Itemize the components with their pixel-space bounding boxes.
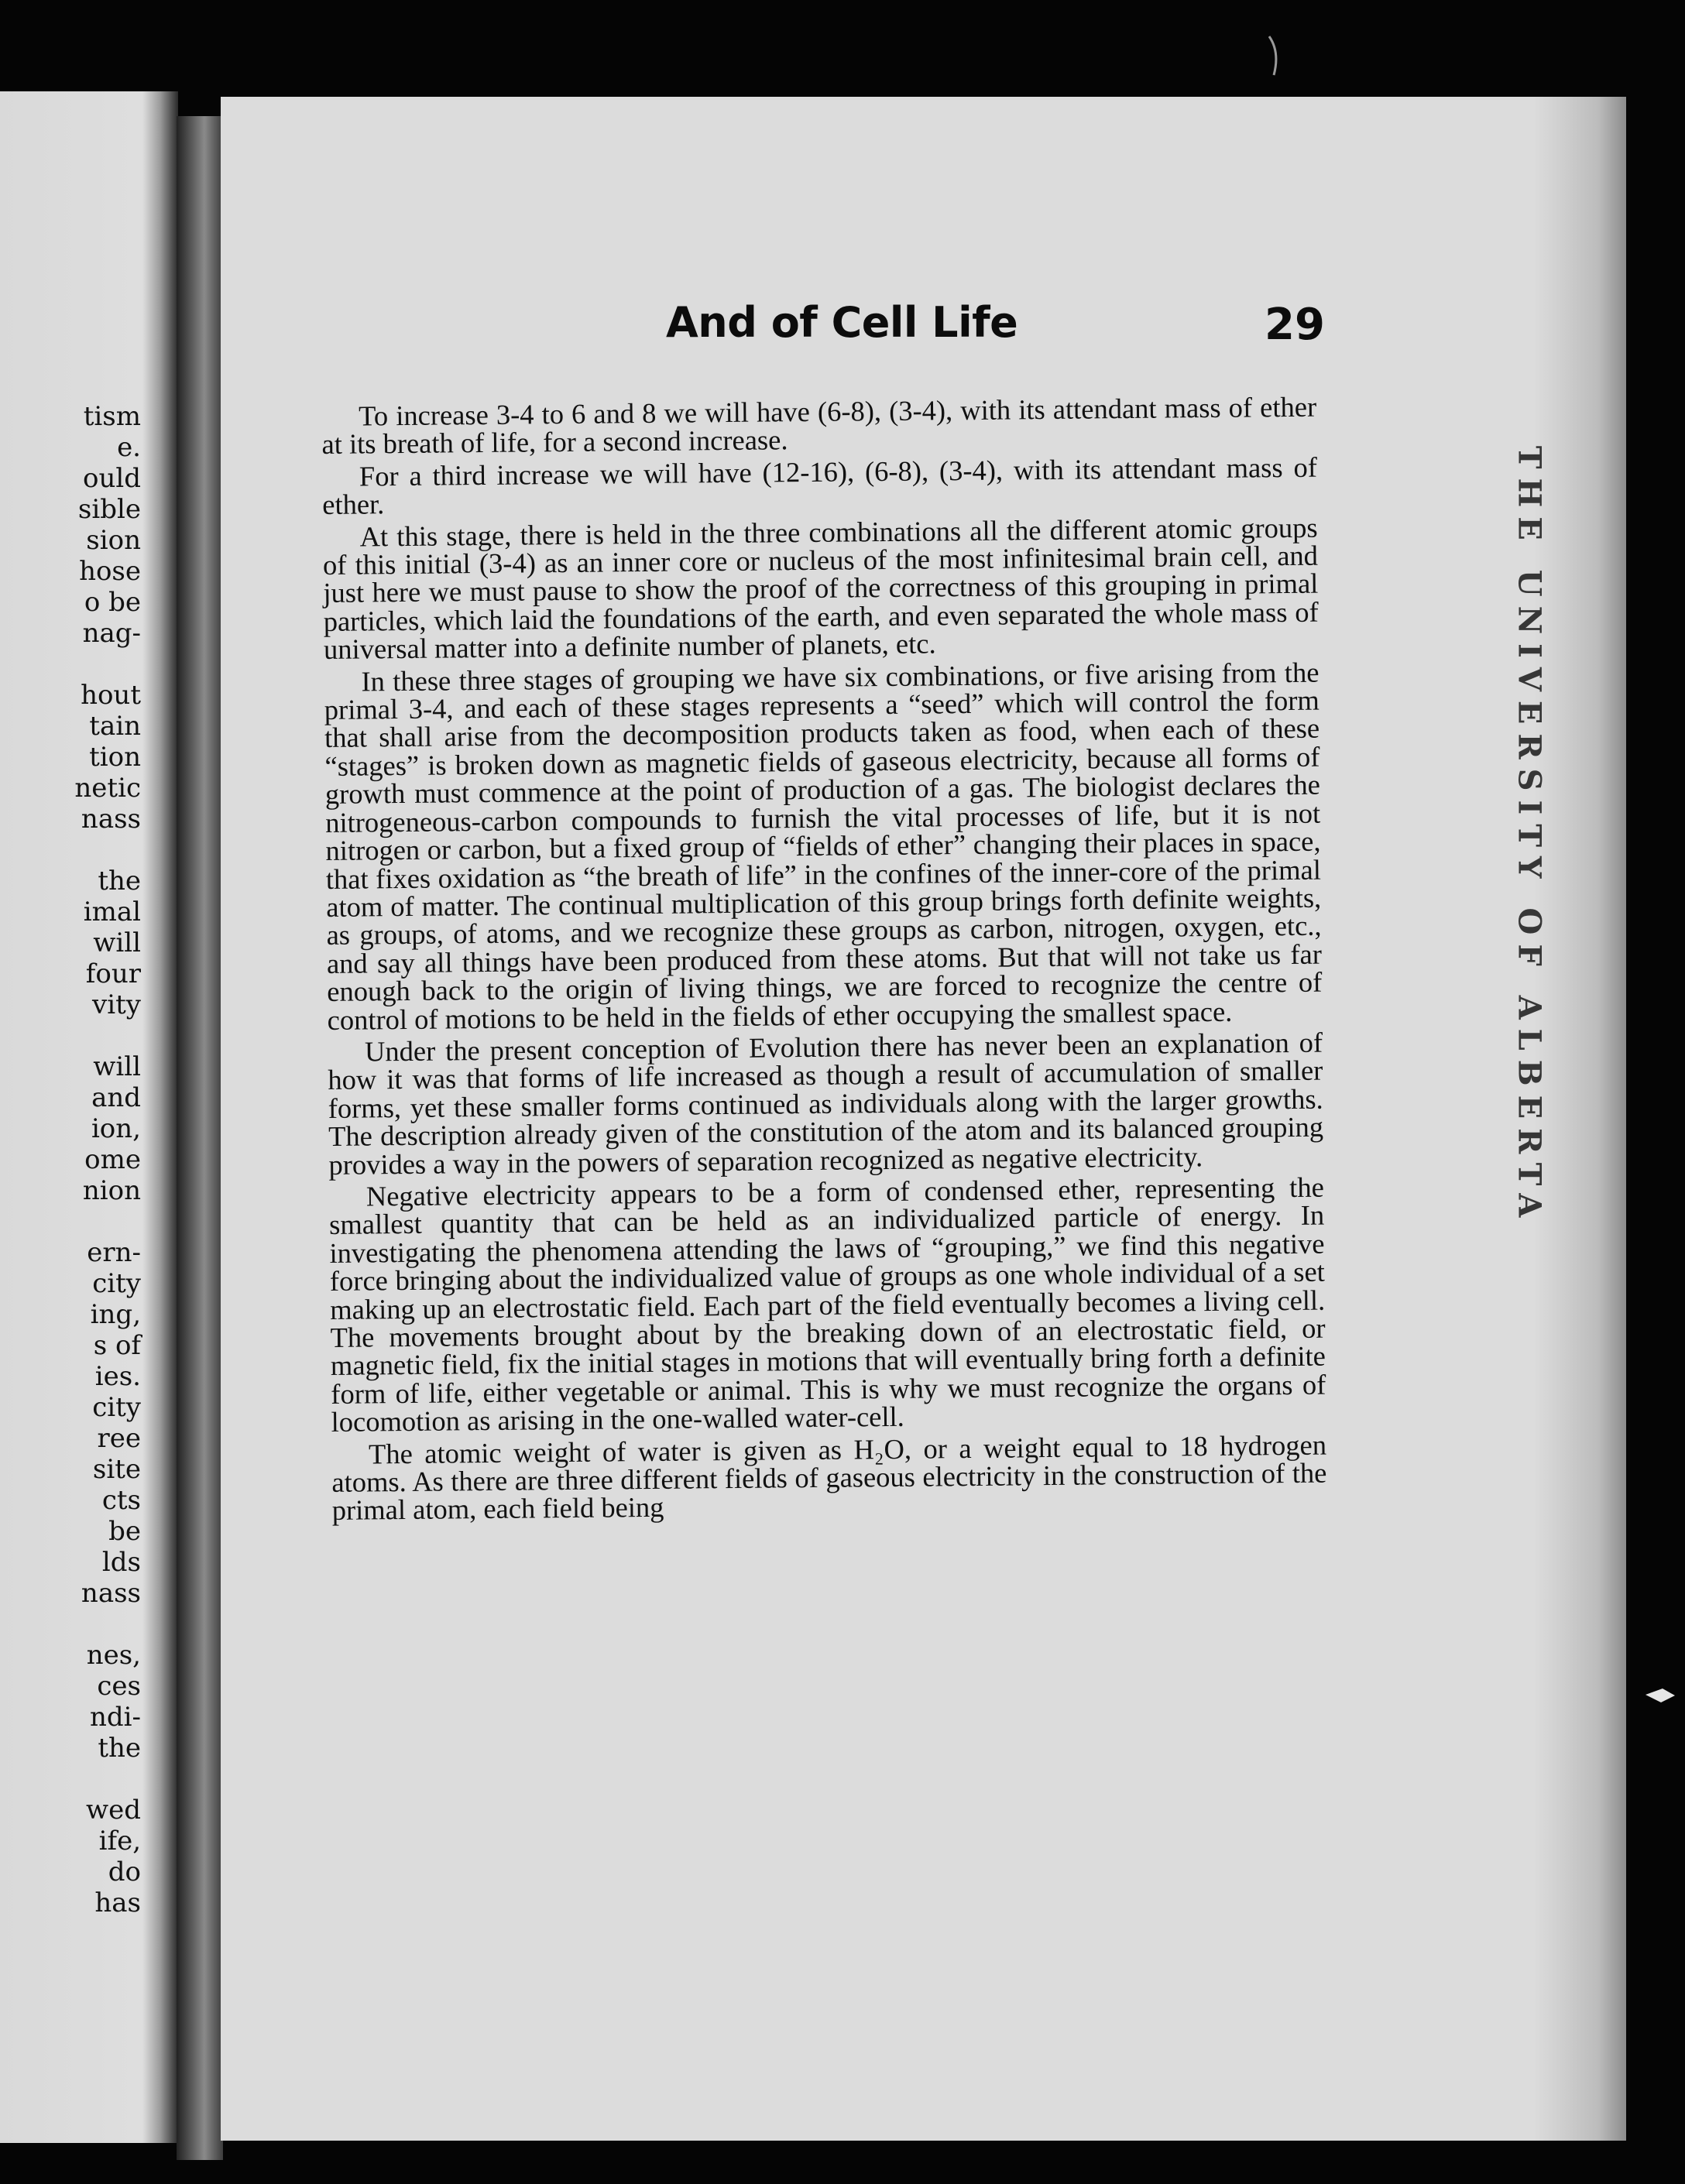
scan-artifact-blot xyxy=(1646,1684,1676,1707)
previous-page-line-fragment: sible xyxy=(77,494,141,525)
previous-page-line-fragment: hout xyxy=(81,680,141,711)
previous-page-line-fragment: four xyxy=(85,958,141,989)
previous-page-line-fragment: do xyxy=(108,1857,141,1887)
previous-page-line-fragment: e. xyxy=(117,432,141,463)
previous-page-line-fragment: s of xyxy=(93,1330,141,1361)
library-stamp-text: THE UNIVERSITY OF ALBERTA xyxy=(1511,445,1548,1227)
previous-page-text-fragments xyxy=(74,401,141,1918)
previous-page-line-fragment: the xyxy=(98,1733,141,1764)
previous-page-line-fragment: nass xyxy=(81,804,141,835)
previous-page-line-fragment: o be xyxy=(84,587,141,618)
previous-page-line-fragment: sion xyxy=(86,525,141,556)
previous-page-line-fragment: city xyxy=(92,1392,141,1423)
previous-page-line-fragment: cts xyxy=(101,1485,141,1516)
paragraph: In these three stages of grouping we have six combinations, or five arising from the primal 3-4, and each of these stages represents a “seed” which will control the form that shall arise from the decomposition products taken as food, when each of these “stages” is broken down as magnetic fields of gaseous electricity, because all forms of growth must commence at the point of production of a gas. The biologist declares the nitrogeneous-carbon compounds to furnish the vital processes of life, but it is not nitrogen or carbon, but a fixed group of “fields of ether” changing their places in space, that fixes oxidation as “the breath of life” in the confines of the inner-core of the primal atom of matter. The continual multiplication of this group brings forth definite weights, as groups, of atoms, and we recognize these groups as carbon, nitrogen, oxygen, etc., and say all things have been produced from these atoms. But that will not take us far enough back to the origin of living things, we are forced to recognize the centre of control of motions to be held in the fields of ether occupying the smallest space. xyxy=(324,656,1323,1036)
previous-page-line-fragment xyxy=(74,1609,141,1640)
previous-page-line-fragment: tion xyxy=(89,742,141,773)
running-head: And of Cell Life xyxy=(666,298,1018,347)
book-page xyxy=(221,97,1626,2141)
previous-page-line-fragment: ree xyxy=(97,1423,141,1454)
previous-page-line-fragment xyxy=(74,649,141,680)
previous-page-line-fragment: ies. xyxy=(94,1361,141,1392)
previous-page-line-fragment: netic xyxy=(74,773,141,804)
previous-page-line-fragment: imal xyxy=(83,897,141,927)
previous-page-line-fragment: vity xyxy=(92,989,141,1020)
paragraph: Under the present conception of Evolution there has never been an explanation of how it was that forms of life increased as though a result of accumulation of smaller forms, yet these smaller forms continued as individuals along with the larger growths. The description already given of the constitution of the atom and its balanced grouping provides a way in the powers of separation recognized as negative electricity. xyxy=(328,1026,1324,1181)
paragraph: Negative electricity appears to be a form of condensed ether, representing the smallest quantity that can be held as an individualized particle of energy. In investigating the phenomena attending the laws of “grouping,” we find this negative force bringing about the individualized value of groups as one whole individual of a set making up an electrostatic field. Each part of the field eventually becomes a living cell. The movements brought about by the breaking down of an electrostatic field, or magnetic field, fix the initial stages in motions that will eventually bring forth a definite form of life, either vegetable or animal. This is why we must recognize the organs of locomotion as arising in the one-walled water-cell. xyxy=(328,1171,1326,1438)
previous-page-line-fragment: ndi- xyxy=(89,1702,141,1733)
previous-page-line-fragment: ion, xyxy=(91,1113,141,1144)
previous-page-line-fragment: site xyxy=(92,1454,141,1485)
previous-page-line-fragment: and xyxy=(91,1082,141,1113)
previous-page-line-fragment: city xyxy=(92,1268,141,1299)
previous-page-line-fragment: has xyxy=(94,1887,141,1918)
previous-page-line-fragment: nag- xyxy=(82,618,141,649)
paragraph: At this stage, there is held in the three combinations all the different atomic groups of this initial (3-4) as an inner core or nucleus of the most infinitesimal brain cell, and just here we must pause to show the proof of the correctness of this grouping in primal particles, which laid the foundations of the earth, and even separated the whole mass of universal matter into a definite number of planets, etc. xyxy=(322,511,1319,666)
paragraph: The atomic weight of water is given as H₂O, or a weight equal to 18 hydrogen atoms. As there are three different fields of gaseous electricity in the construction of the primal atom, each field being xyxy=(331,1428,1327,1527)
previous-page-line-fragment: nass xyxy=(81,1578,141,1609)
previous-page-line-fragment xyxy=(74,835,141,866)
previous-page-line-fragment: the xyxy=(98,866,141,897)
previous-page-line-fragment: wed xyxy=(86,1795,141,1826)
previous-page-line-fragment: tain xyxy=(89,711,141,742)
previous-page-line-fragment: ould xyxy=(82,463,141,494)
body-text xyxy=(321,390,1327,1529)
previous-page-line-fragment: ces xyxy=(97,1671,141,1702)
previous-page-line-fragment: ife, xyxy=(98,1826,141,1857)
previous-page-line-fragment xyxy=(74,1206,141,1237)
previous-page-edge xyxy=(0,91,178,2143)
book-gutter xyxy=(177,116,223,2160)
previous-page-line-fragment: ing, xyxy=(90,1299,141,1330)
previous-page-line-fragment: nes, xyxy=(86,1640,141,1671)
previous-page-line-fragment: nion xyxy=(82,1175,141,1206)
paragraph: To increase 3-4 to 6 and 8 we will have (6-8), (3-4), with its attendant mass of ether at its breath of life, for a second increase. xyxy=(321,390,1317,461)
previous-page-line-fragment: ome xyxy=(84,1144,141,1175)
previous-page-line-fragment xyxy=(74,1020,141,1051)
previous-page-line-fragment: lds xyxy=(101,1547,141,1578)
previous-page-line-fragment: tism xyxy=(83,401,141,432)
paragraph: For a third increase we will have (12-16), (6-8), (3-4), with its attendant mass of ether. xyxy=(322,451,1318,521)
previous-page-line-fragment: hose xyxy=(79,556,141,587)
previous-page-line-fragment xyxy=(74,1764,141,1795)
previous-page-line-fragment: be xyxy=(108,1516,141,1547)
previous-page-line-fragment: ern- xyxy=(87,1237,141,1268)
page-number: 29 xyxy=(1265,300,1325,350)
previous-page-line-fragment: will xyxy=(93,927,141,958)
previous-page-line-fragment: will xyxy=(93,1051,141,1082)
scan-artifact-mark xyxy=(1268,35,1285,77)
